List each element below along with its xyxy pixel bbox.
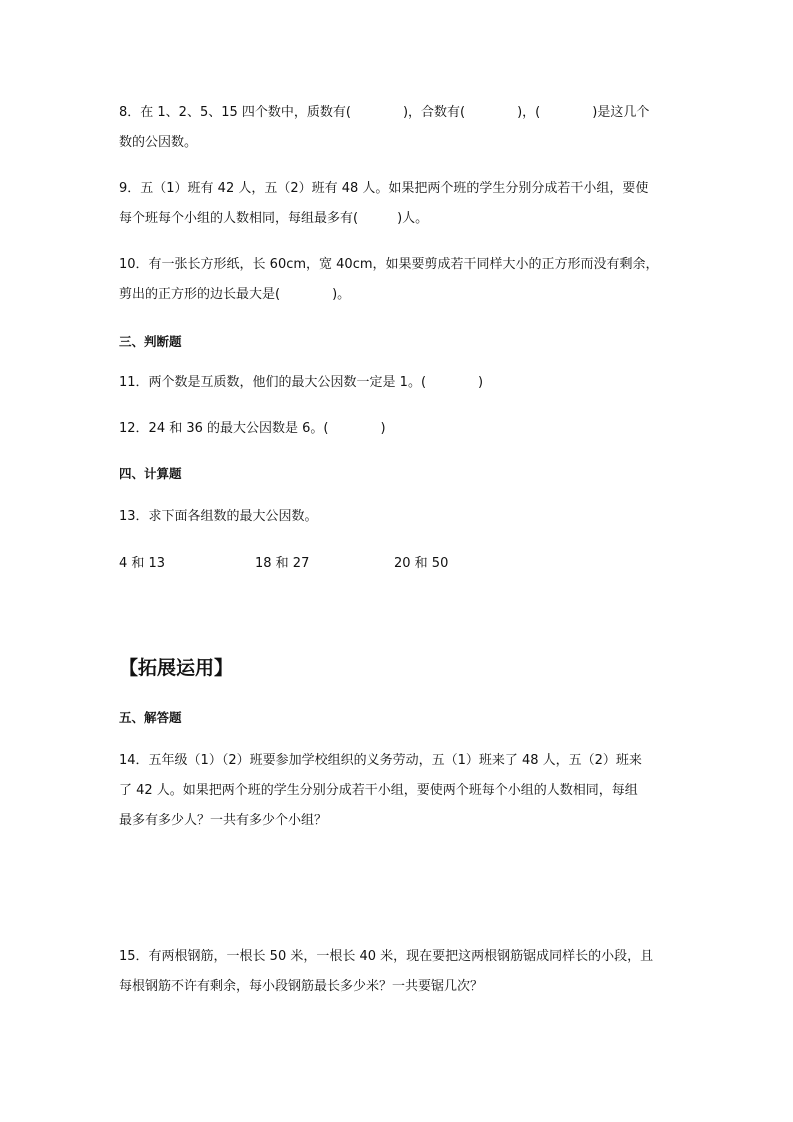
question-11: 11．两个数是互质数，他们的最大公因数一定是 1。( ) <box>119 375 484 390</box>
question-12: 12．24 和 36 的最大公因数是 6。( ) <box>119 421 386 436</box>
section-heading-answer: 五、解答题 <box>119 710 182 725</box>
question-14-line-3: 最多有多少人？一共有多少个小组？ <box>119 813 328 828</box>
question-15-line-1: 15．有两根钢筋，一根长 50 米，一根长 40 米，现在要把这两根钢筋锯成同样长的小段，且 <box>119 949 654 964</box>
question-10-line-1: 10．有一张长方形纸，长 60cm，宽 40cm，如果要剪成若干同样大小的正方形而没有剩余， <box>119 257 659 272</box>
question-9-line-1: 9．五（1）班有 42 人，五（2）班有 48 人。如果把两个班的学生分别分成若干小组，要使 <box>119 181 649 196</box>
extension-heading: 【拓展运用】 <box>119 657 234 679</box>
q13-item-1: 4 和 13 <box>119 556 166 571</box>
question-10-line-2: 剪出的正方形的边长最大是( )。 <box>119 287 351 302</box>
question-14-line-2: 了 42 人。如果把两个班的学生分别分成若干小组，要使两个班每个小组的人数相同，每组 <box>119 783 638 798</box>
question-8-line-2: 数的公因数。 <box>119 135 198 150</box>
section-heading-judgement: 三、判断题 <box>119 334 182 349</box>
question-13: 13．求下面各组数的最大公因数。 <box>119 509 318 524</box>
question-15-line-2: 每根钢筋不许有剩余，每小段钢筋最长多少米？一共要锯几次？ <box>119 979 484 994</box>
q13-item-2: 18 和 27 <box>255 556 310 571</box>
section-heading-calculation: 四、计算题 <box>119 466 182 481</box>
question-14-line-1: 14．五年级（1）（2）班要参加学校组织的义务劳动，五（1）班来了 48 人，五（2）班来 <box>119 753 642 768</box>
question-9-line-2: 每个班每个小组的人数相同，每组最多有( )人。 <box>119 211 429 226</box>
q13-item-3: 20 和 50 <box>394 556 449 571</box>
question-8-line-1: 8．在 1、2、5、15 四个数中，质数有( )，合数有( )，( )是这几个 <box>119 105 650 120</box>
